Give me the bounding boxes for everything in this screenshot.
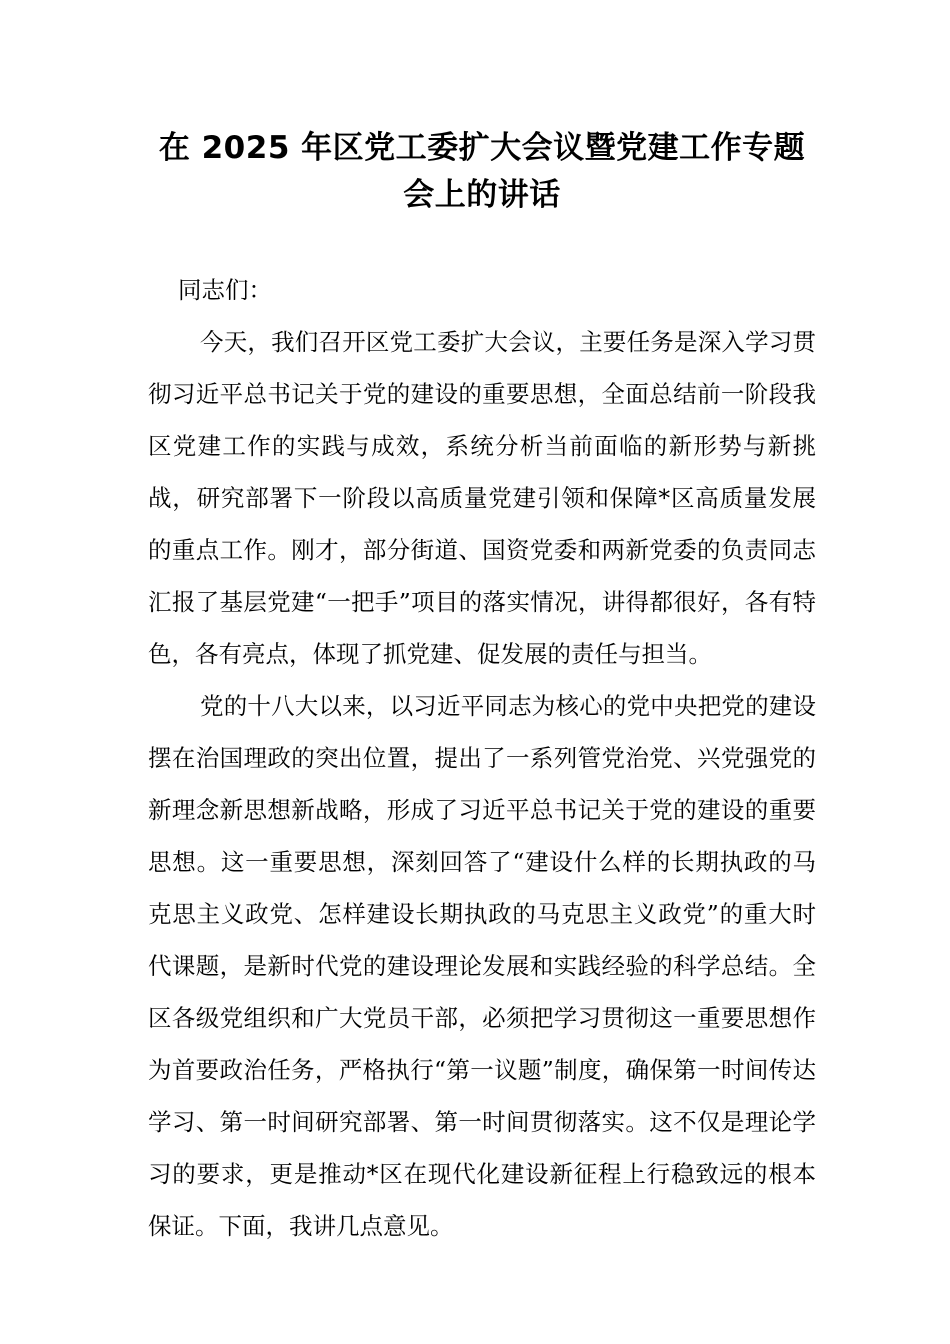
document-body [148, 0, 816, 1252]
salutation-paragraph: 同志们： [178, 276, 272, 304]
body-paragraph-1: 今天，我们召开区党工委扩大会议，主要任务是深入学习贯彻习近平总书记关于党的建设的重要思想，全面总结前一阶段我区党建工作的实践与成效，系统分析当前面临的新形势与新挑战，研究部署下一阶段以高质量党建引领和保障*区高质量发展的重点工作。刚才，部分街道、国资党委和两新党委的负责同志汇报了基层党建“一把手”项目的落实情况，讲得都很好，各有特色，各有亮点，体现了抓党建、促发展的责任与担当。 [148, 328, 816, 668]
title-body-spacer [148, 219, 816, 264]
page-title: 在 2025 年区党工委扩大会议暨党建工作专题会上的讲话 [158, 130, 806, 213]
body-paragraph-2: 党的十八大以来，以习近平同志为核心的党中央把党的建设摆在治国理政的突出位置，提出了一系列管党治党、兴党强党的新理念新思想新战略，形成了习近平总书记关于党的建设的重要思想。这一重要思想，深刻回答了“建设什么样的长期执政的马克思主义政党、怎样建设长期执政的马克思主义政党”的重大时代课题，是新时代党的建设理论发展和实践经验的科学总结。全区各级党组织和广大党员干部，必须把学习贯彻这一重要思想作为首要政治任务，严格执行“第一议题”制度，确保第一时间传达学习、第一时间研究部署、第一时间贯彻落实。这不仅是理论学习的要求，更是推动*区在现代化建设新征程上行稳致远的根本保证。下面，我讲几点意见。 [148, 692, 816, 1240]
